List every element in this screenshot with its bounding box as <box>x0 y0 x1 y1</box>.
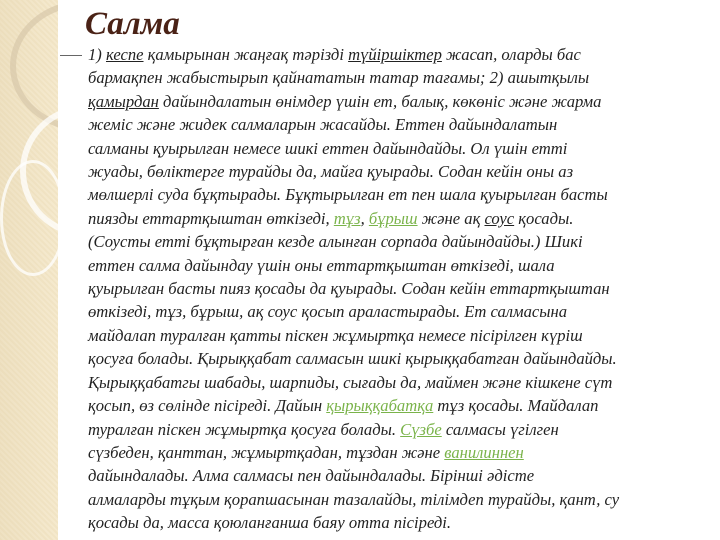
text-line <box>88 511 716 534</box>
text-segment: майдалап туралған қатты піскен жұмыртқа немесе пісірілген күріш <box>88 325 583 345</box>
underlined-term: қамырдан <box>88 91 159 111</box>
text-segment: және ақ <box>417 208 485 228</box>
text-line <box>88 230 716 253</box>
text-segment: қамырынан жаңғақ тәрізді <box>143 45 349 64</box>
text-line <box>88 207 716 230</box>
hyperlink[interactable]: Сүзбе <box>400 419 442 439</box>
text-segment: қуырылған басты пияз қосады да қуырады. Содан кейін еттартқыштан <box>88 279 610 299</box>
text-segment: салманы қуырылған немесе шикі еттен дайындайды. Ол үшін етті <box>88 138 568 158</box>
text-line <box>88 464 716 487</box>
text-line <box>88 488 716 511</box>
text-segment: өткізеді, тұз, бұрыш, ақ соус қосып араластырады. Ет салмасына <box>88 302 568 322</box>
text-segment: 1) <box>88 45 106 64</box>
text-segment: еттен салма дайындау үшін оны еттартқыштан өткізеді, шала <box>88 255 555 275</box>
slide-body-text <box>88 43 716 535</box>
text-line <box>88 183 716 206</box>
text-segment: (Соусты етті бұқтырған кезде алынған сорпада дайындайды.) Шикі <box>88 232 583 252</box>
underlined-term: түйіршіктер <box>348 45 442 64</box>
text-segment: сүзбеден, қанттан, жұмыртқадан, тұздан және <box>88 442 445 462</box>
bullet-dash <box>60 55 82 56</box>
text-segment: туралған піскен жұмыртқа қосуға болады. <box>88 419 401 439</box>
text-line <box>88 347 716 370</box>
text-segment: жеміс және жидек салмаларын жасайды. Еттен дайындалатын <box>88 115 558 135</box>
hyperlink[interactable]: қырыққабатқа <box>326 396 434 416</box>
text-line <box>88 324 716 347</box>
text-line <box>88 441 716 464</box>
hyperlink[interactable]: тұз <box>333 208 361 228</box>
text-segment: бармақпен жабыстырып қайнататын татар тағамы; 2) ашытқылы <box>88 68 590 88</box>
text-line <box>88 113 716 136</box>
text-line <box>88 418 716 441</box>
text-line <box>88 43 716 66</box>
text-segment: қосады да, масса қоюланғанша баяу отта пісіреді. <box>88 513 452 533</box>
text-line <box>88 137 716 160</box>
text-segment: қосып, өз сөлінде пісіреді. Дайын <box>88 396 327 416</box>
text-segment: алмаларды тұқым қорапшасынан тазалайды, тілімдеп турайды, қант, су <box>88 489 620 509</box>
underlined-term: соус <box>484 208 515 228</box>
text-line <box>88 300 716 323</box>
text-segment: дайындалады. Алма салмасы пен дайындалады. Бірінші әдісте <box>88 466 535 486</box>
hyperlink[interactable]: бұрыш <box>368 208 418 228</box>
text-segment: мөлшерлі суда бұқтырады. Бұқтырылған ет пен шала қуырылған басты <box>88 185 608 205</box>
text-line <box>88 394 716 417</box>
text-line <box>88 160 716 183</box>
text-segment: жасап, оларды бас <box>441 45 581 64</box>
text-segment: Қырыққабатгы шабады, шарпиды, сығады да, маймен және кішкене сүт <box>88 372 613 392</box>
text-line <box>88 90 716 113</box>
text-line <box>88 277 716 300</box>
text-segment: қосуға болады. Қырыққабат салмасын шикі қырыққабатған дайындайды. <box>88 349 617 369</box>
underlined-term: кеспе <box>105 45 144 64</box>
text-line <box>88 371 716 394</box>
text-segment: , <box>360 208 369 228</box>
text-line <box>88 66 716 89</box>
slide-title: Салма <box>85 6 180 42</box>
text-segment: салмасы үгілген <box>441 419 559 439</box>
text-line <box>88 254 716 277</box>
decorative-ring <box>0 160 66 276</box>
text-segment: жуады, бөліктерге турайды да, майға қуырады. Содан кейін оны аз <box>88 162 574 182</box>
text-segment: дайындалатын өнімдер үшін ет, балық, көкөніс және жарма <box>158 91 602 111</box>
text-segment: тұз қосады. Майдалап <box>433 396 599 416</box>
text-segment: қосады. <box>514 208 574 228</box>
hyperlink[interactable]: ванилиннен <box>444 442 524 462</box>
text-segment: пиязды еттартқыштан өткізеді, <box>88 208 334 228</box>
